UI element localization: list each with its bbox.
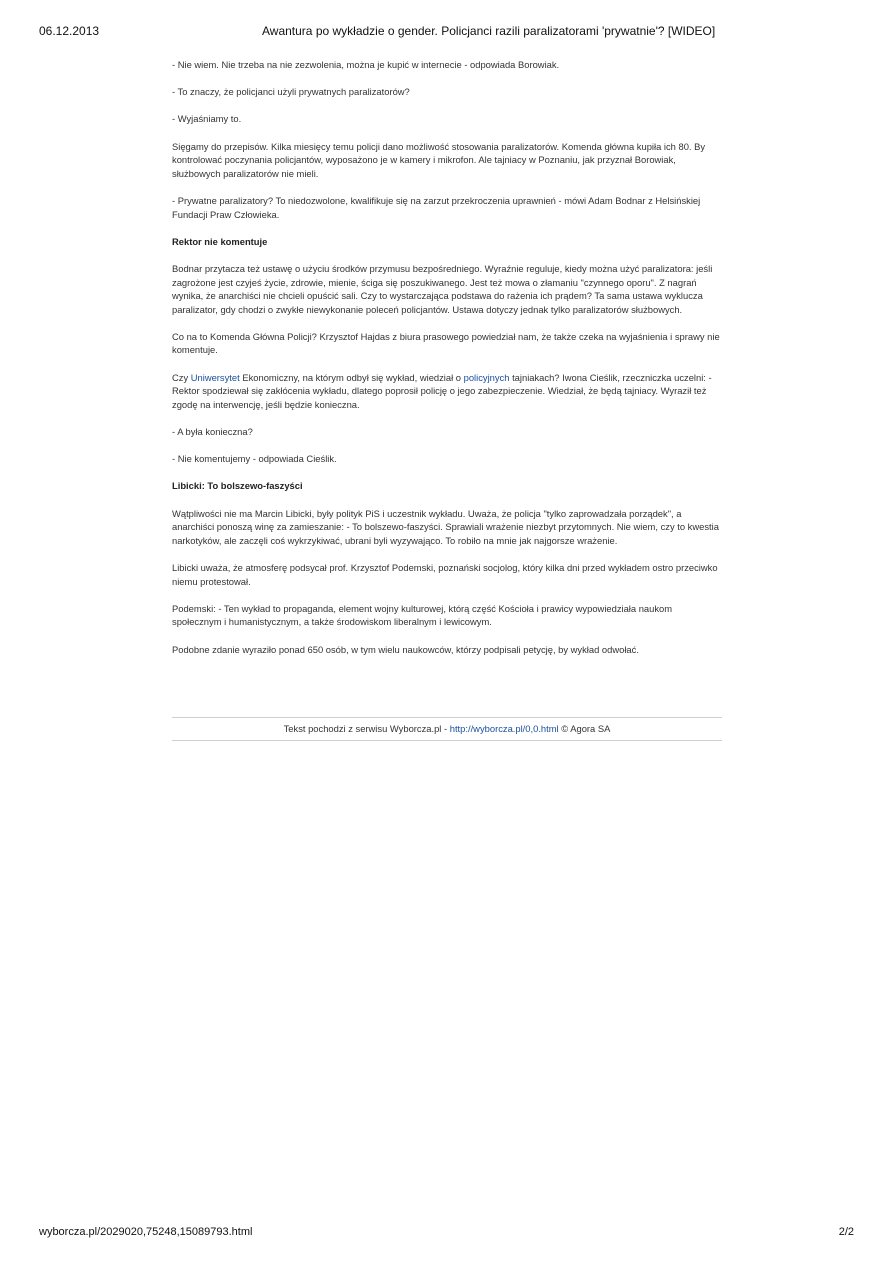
article-paragraph: Bodnar przytacza też ustawę o użyciu środków przymusu bezpośredniego. Wyraźnie reguluje, kiedy można użyć paralizatora: jeśli zagrożone jest czyjeś życie, zdrowie, mienie, ściga się poszukiwanego. Jest też mowa o złamaniu "czynnego oporu". Z nagrań wynika, że anarchiści nie chcieli opuścić sali. Czy to wystarczająca podstawa do rażenia ich prądem? Ta sama ustawa wyklucza paralizator, gdy chodzi o zwykłe niewykonanie poleceń policjantów. Ustawa dotyczy jednak tylko paralizatorów służbowych. (172, 262, 713, 315)
link-uniwersytet[interactable]: Uniwersytet (190, 371, 240, 383)
article-paragraph: Podobne zdanie wyraziło ponad 650 osób, w tym wielu naukowców, którzy podpisali petycję, by wykład odwołać. (172, 643, 639, 655)
source-prefix: Tekst pochodzi z serwisu Wyborcza.pl - (283, 723, 450, 734)
link-policyjnych[interactable]: policyjnych (463, 371, 510, 383)
article-paragraph: - Nie wiem. Nie trzeba na nie zezwolenia, można je kupić w internecie - odpowiada Borowiak. (172, 59, 560, 70)
print-date: 06.12.2013 (39, 24, 100, 38)
source-attribution (172, 717, 722, 741)
source-suffix: © Agora SA (558, 723, 611, 734)
section-heading: Rektor nie komentuje (172, 235, 268, 247)
article-paragraph: Podemski: - Ten wykład to propaganda, element wojny kulturowej, którą część Kościoła i prawicy wypowiedziała naukom społecznym i humanistycznym, a także środowiskom liberalnym i lewicowym. (172, 602, 673, 628)
article-paragraph: Co na to Komenda Główna Policji? Krzysztof Hajdas z biura prasowego powiedział nam, że także czeka na wyjaśnienia i sprawy nie komentuje. (172, 330, 720, 356)
article-paragraph: - Prywatne paralizatory? To niedozwolone, kwalifikuje się na zarzut przekroczenia uprawnień - mówi Adam Bodnar z Helsińskiej Fundacji Praw Człowieka. (172, 194, 701, 220)
article-paragraph: Libicki uważa, że atmosferę podsycał prof. Krzysztof Podemski, poznański socjolog, który kilka dni przed wykładem ostro przeciwko niemu protestował. (172, 561, 718, 587)
article-paragraph: - Wyjaśniamy to. (172, 113, 242, 125)
article-paragraph: Wątpliwości nie ma Marcin Libicki, były polityk PiS i uczestnik wykładu. Uważa, że policja "tylko zaprowadzała porządek", a anarchiści ponoszą winę za zamieszanie: - To bolszewo-faszyści. Sprawiali wrażenie niezbyt przytomnych. Nie wiem, czy to kwestia narkotyków, ale zaczęli coś wykrzykiwać, ubrani byli wyzywająco. To robiło na mnie jak najgorsze wrażenie. (172, 507, 719, 546)
text-fragment: Czy (172, 371, 191, 383)
print-page-title: Awantura po wykładzie o gender. Policjanci razili paralizatorami 'prywatnie'? [WIDEO] (262, 24, 716, 38)
page-number: 2/2 (838, 1226, 854, 1238)
article-paragraph: Sięgamy do przepisów. Kilka miesięcy temu policji dano możliwość stosowania paralizatorów. Komenda główna kupiła ich 80. By kontrolować poczynania policjantów, wyposażono je w kamery i mikrofon. Ale tajniacy w Poznaniu, jak przyznał Borowiak, służbowych paralizatorów nie mieli. (172, 140, 706, 179)
article-paragraph (172, 371, 724, 412)
article-body (172, 58, 724, 670)
text-fragment: tajniakach? Iwona Cieślik, rzeczniczka uczelni: - Rektor spodziewał się zakłócenia wykładu, dlatego poprosił policję o jego zabezpieczenie. Wiedział, że będą tajniacy. Wyraził też zgodę na interwencję, jeśli będzie konieczna. (172, 371, 712, 410)
print-url: wyborcza.pl/2029020,75248,15089793.html (39, 1226, 253, 1238)
text-fragment: Ekonomiczny, na którym odbył się wykład, wiedział o (239, 371, 464, 383)
article-paragraph: - A była konieczna? (172, 426, 253, 438)
source-link[interactable]: http://wyborcza.pl/0,0.html (449, 723, 559, 734)
article-paragraph: - To znaczy, że policjanci użyli prywatnych paralizatorów? (172, 86, 410, 98)
article-paragraph: - Nie komentujemy - odpowiada Cieślik. (172, 453, 337, 465)
section-heading: Libicki: To bolszewo-faszyści (172, 480, 303, 492)
